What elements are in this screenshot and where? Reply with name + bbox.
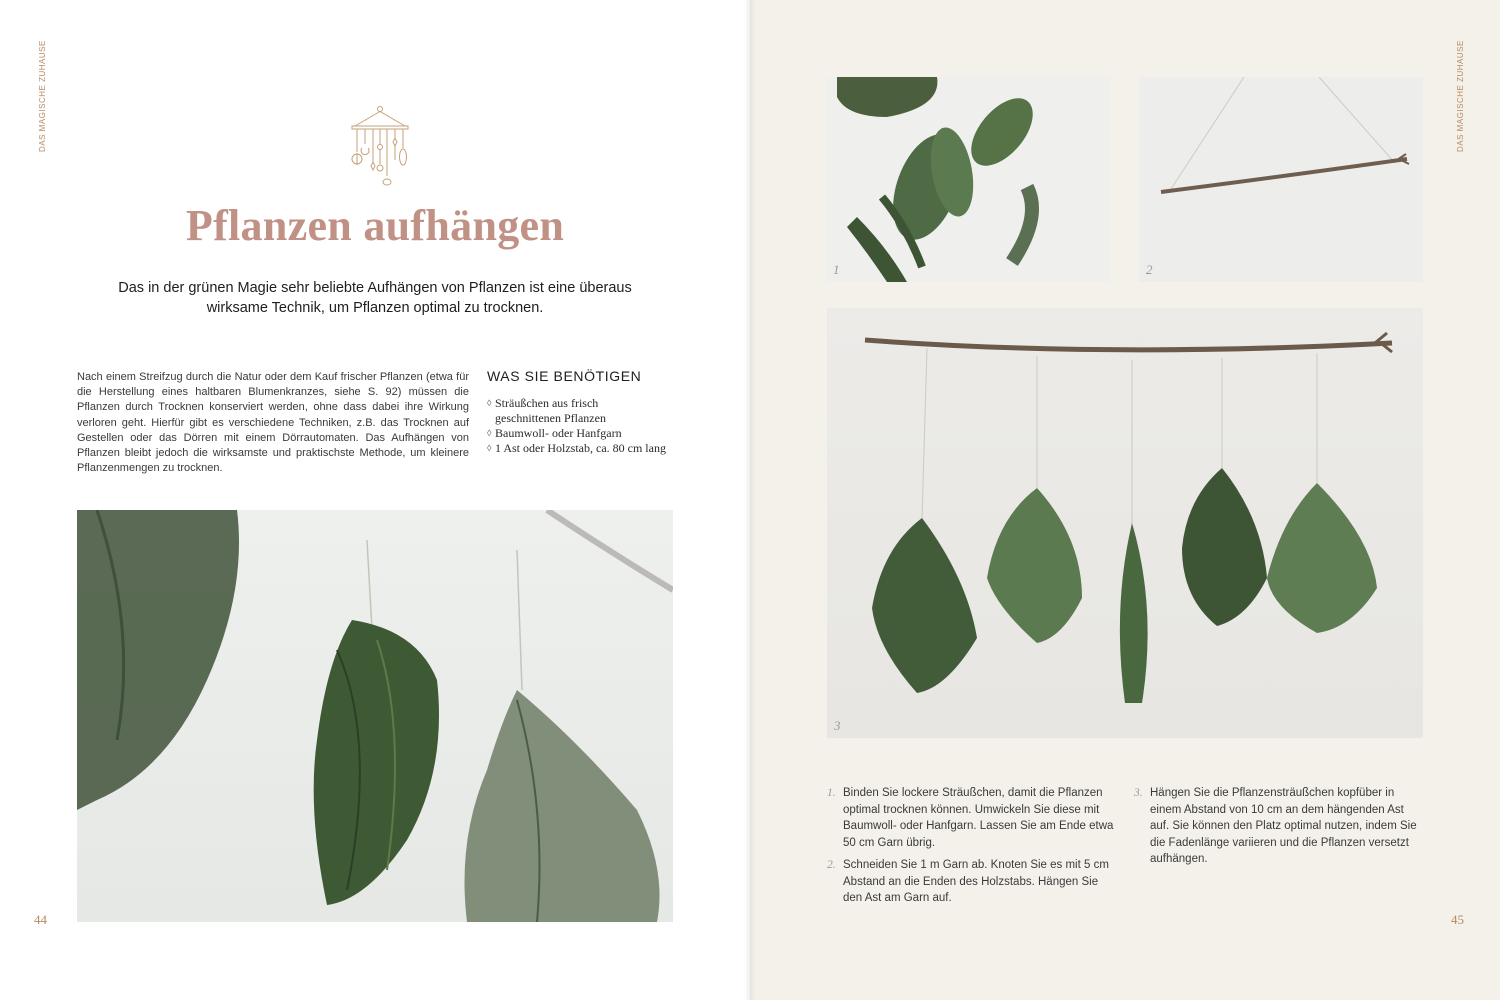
- materials-item: [487, 441, 667, 456]
- body-paragraph: Nach einem Streifzug durch die Natur oder dem Kauf frischer Pflanzen (etwa für die Herstellung eines haltbaren Blumenkranzes, siehe S. 92) müssen die Pflanzen durch Trocknen konserviert werden, ohne dass dabei ihre Wirkung verloren geht. Hierfür gibt es verschiedene Techniken, z.B. das Trocknen auf Gestellen oder das Dörren mit einem Dörrautomaten. Das Aufhängen von Pflanzen bleibt jedoch die wirksamste und praktischste Methode, um kleinere Pflanzenmengen zu trocknen.: [77, 371, 469, 475]
- steps-column-1: [827, 785, 1117, 913]
- materials-list: [487, 396, 667, 456]
- materials-heading: WAS SIE BENÖTIGEN: [487, 368, 642, 384]
- diamond-bullet-icon: ◊: [487, 398, 492, 408]
- page-title: Pflanzen aufhängen: [185, 201, 565, 250]
- running-head-right: DAS MAGISCHE ZUHAUSE: [1456, 40, 1465, 152]
- diamond-bullet-icon: ◊: [487, 443, 492, 453]
- step-item: [827, 785, 1117, 851]
- hanging-herbs-closeup-photo: [77, 510, 673, 922]
- hanging-mobile-icon: [345, 104, 415, 196]
- materials-item: [487, 426, 667, 441]
- lead-paragraph: Das in der grünen Magie sehr beliebte Aufhängen von Pflanzen ist eine überaus wirksame Technik, um Pflanzen optimal zu trocknen.: [118, 280, 632, 316]
- book-gutter: [744, 0, 756, 1000]
- materials-item-text: Sträußchen aus frisch geschnittenen Pflanzen: [495, 396, 606, 425]
- photo-caption-3: 3: [834, 718, 841, 733]
- step-item: [827, 857, 1117, 907]
- step-text: Schneiden Sie 1 m Garn ab. Knoten Sie es mit 5 cm Abstand an die Enden des Holzstabs. Hängen Sie den Ast am Garn auf.: [843, 859, 1109, 904]
- materials-item-text: Baumwoll- oder Hanfgarn: [495, 426, 622, 440]
- page-number-left: 44: [34, 912, 47, 927]
- running-head-left: DAS MAGISCHE ZUHAUSE: [38, 40, 47, 152]
- step-number: 1.: [827, 787, 836, 799]
- page-number-right: 45: [1451, 912, 1464, 927]
- step-text: Binden Sie lockere Sträußchen, damit die Pflanzen optimal trocknen können. Umwickeln Sie diese mit Baumwoll- oder Hanfgarn. Lassen Sie am Ende etwa 50 cm Garn übrig.: [843, 787, 1114, 849]
- materials-item-text: 1 Ast oder Holzstab, ca. 80 cm lang: [495, 441, 666, 455]
- step-number: 3.: [1134, 787, 1143, 799]
- diamond-bullet-icon: ◊: [487, 428, 492, 438]
- step-item: [1134, 785, 1424, 868]
- photo-caption-2: 2: [1146, 262, 1153, 277]
- materials-item: [487, 396, 667, 426]
- fresh-herbs-photo: [827, 77, 1110, 282]
- hanging-herb-bundles-photo: [827, 308, 1423, 738]
- steps-column-2: [1134, 785, 1424, 874]
- step-text: Hängen Sie die Pflanzensträußchen kopfüber in einem Abstand von 10 cm an dem hängenden Ast auf. Sie können den Platz optimal nutzen, indem Sie die Fadenlänge variieren und die Pflanzen versetzt aufhängen.: [1150, 787, 1417, 865]
- photo-caption-1: 1: [833, 262, 840, 277]
- step-number: 2.: [827, 859, 836, 871]
- branch-on-string-photo: [1139, 77, 1423, 282]
